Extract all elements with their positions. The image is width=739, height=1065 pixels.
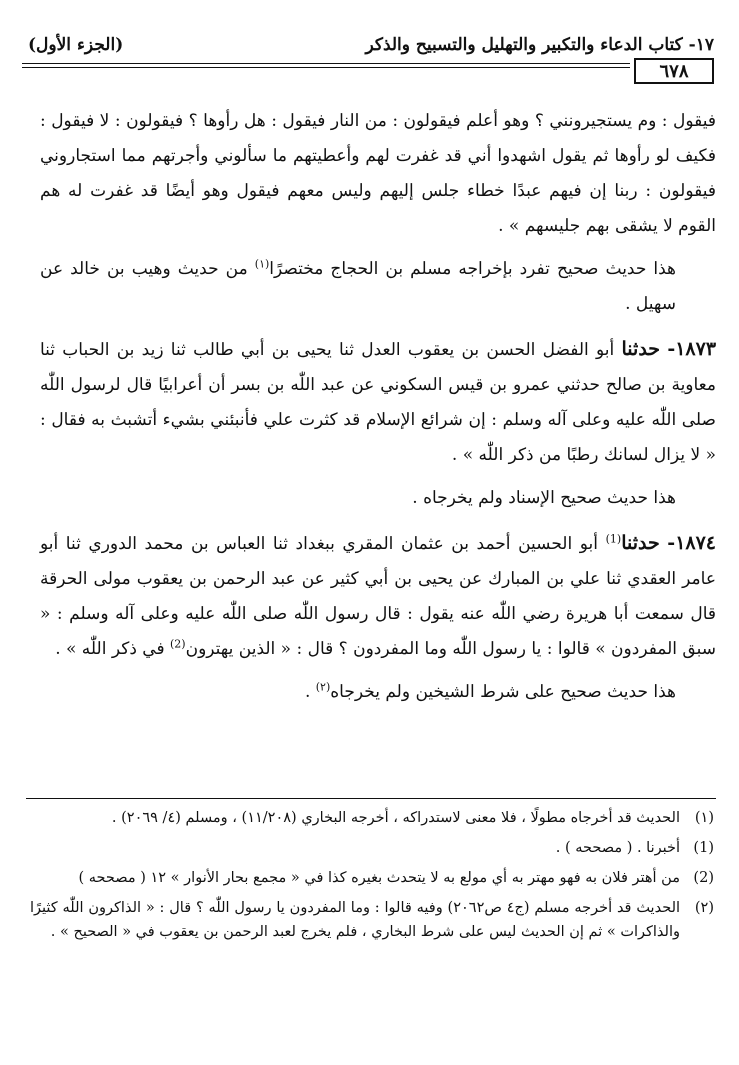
- footnote-ref: (1): [605, 532, 622, 546]
- grade-text: هذا حديث صحيح على شرط الشيخين ولم يخرجاه: [330, 682, 676, 702]
- footnote-text: أخبرنا . ( مصححه ) .: [555, 840, 680, 856]
- grade-paragraph-1872: [40, 252, 716, 322]
- grade-text: هذا حديث صحيح تفرد بإخراجه مسلم بن الحجاج مختصرًا: [269, 259, 677, 279]
- footnote-ref: (2): [170, 637, 186, 651]
- grade-text-end: من حديث وهيب بن خالد عن سهيل .: [40, 259, 676, 314]
- footnote-ref: (١): [254, 257, 270, 271]
- hadith-keyword: حدثنا: [621, 338, 661, 360]
- hadith-text: أبو الفضل الحسن بن يعقوب العدل ثنا يحيى بن أبي طالب ثنا زيد بن الحباب ثنا معاوية بن صالح حدثني عمرو بن قيس السكوني عن عبد اللّٰه بن بسر أن أعرابيًا قال لرسول اللّٰه صلى اللّٰه عليه وعلى آله وسلم : إن شرائع الإسلام قد كثرت علي فأنبئني بشيء أتشبث به فقال : « لا يزال لسانك رطبًا من ذكر اللّٰه » .: [40, 340, 716, 465]
- footnote-rule: [26, 798, 716, 799]
- footnotes: [30, 806, 714, 950]
- footnote: [30, 806, 714, 830]
- hadith-text: أبو الحسين أحمد بن عثمان المقري ببغداد ثنا العباس بن محمد الدوري ثنا أبو عامر العقدي ثنا علي بن المبارك عن يحيى بن أبي كثير عن عبد الرحمن بن يعقوب مولى الحرقة قال سمعت أبا هريرة رضي اللّٰه عنه يقول : قال رسول اللّٰه صلى اللّٰه عليه وعلى آله وسلم : « سبق المفردون » قالوا : يا رسول اللّٰه وما المفردون ؟ قال : « الذين يهترون: [40, 534, 716, 659]
- hadith-text-end: في ذكر اللّٰه » .: [55, 639, 165, 659]
- hadith-number: ١٨٧٤-: [667, 532, 717, 554]
- grade-paragraph-1873: هذا حديث صحيح الإسناد ولم يخرجاه .: [412, 488, 676, 508]
- footnote-text: الحديث قد أخرجاه مطولًا ، فلا معنى لاستدراكه ، أخرجه البخاري (١١/٢٠٨) ، ومسلم (٤/ ٢٠٦٩) .: [111, 810, 680, 826]
- volume-label: (الجزء الأول): [28, 35, 124, 55]
- hadith-1873: [40, 332, 716, 473]
- chapter-title: ١٧- كتاب الدعاء والتكبير والتهليل والتسبيح والذكر: [365, 35, 714, 55]
- page-number-text: ٦٧٨: [659, 60, 689, 82]
- paragraph-continuation: فيقول : وم يستجيرونني ؟ وهو أعلم فيقولون : من النار فيقول : هل رأوها ؟ فيقولون : لا فيقول : فكيف لو رأوها ثم يقول اشهدوا أني قد غفرت لهم وأعطيتهم ما سألوني وأجرتهم مما استجاروني فيقولون : ربنا إن فيهم عبدًا خطاء جلس إليهم وليس معهم فيقول وهو أيضًا قد غفرت له هم القوم لا يشقى بهم جليسهم » .: [40, 111, 716, 236]
- hadith-1874: [40, 526, 716, 667]
- footnote-ref: (٢): [315, 680, 331, 694]
- grade-period: .: [304, 682, 311, 702]
- footnote: [30, 866, 714, 890]
- hadith-keyword: حدثنا: [621, 532, 660, 554]
- footnote-text: من أهتر فلان به فهو مهتر به أي مولع به لا يتحدث بغيره كذا في « مجمع بحار الأنوار » ١٢ ( مصححه ): [78, 870, 680, 886]
- grade-paragraph-1874: [40, 675, 716, 710]
- footnote-text: الحديث قد أخرجه مسلم (ج٤ ص٢٠٦٢) وفيه قالوا : وما المفردون يا رسول اللّٰه ؟ قال : « الذاكرون اللّٰه كثيرًا والذاكرات » ثم إن الحديث ليس على شرط البخاري ، فلم يخرج لعبد الرحمن بن يعقوب في « الصحيح » .: [30, 900, 681, 940]
- running-header: [28, 30, 714, 60]
- footnote-mark: (2): [693, 870, 714, 886]
- header-rule: [22, 63, 630, 64]
- footnote: [30, 836, 714, 860]
- footnote-mark: (١): [694, 810, 714, 826]
- main-text: [40, 104, 716, 718]
- header-rule-lower: [22, 67, 630, 68]
- footnote: [30, 896, 714, 944]
- footnote-mark: (1): [693, 840, 714, 856]
- hadith-number: ١٨٧٣-: [667, 338, 717, 360]
- footnote-mark: (٢): [694, 900, 714, 916]
- page-number: [634, 58, 714, 84]
